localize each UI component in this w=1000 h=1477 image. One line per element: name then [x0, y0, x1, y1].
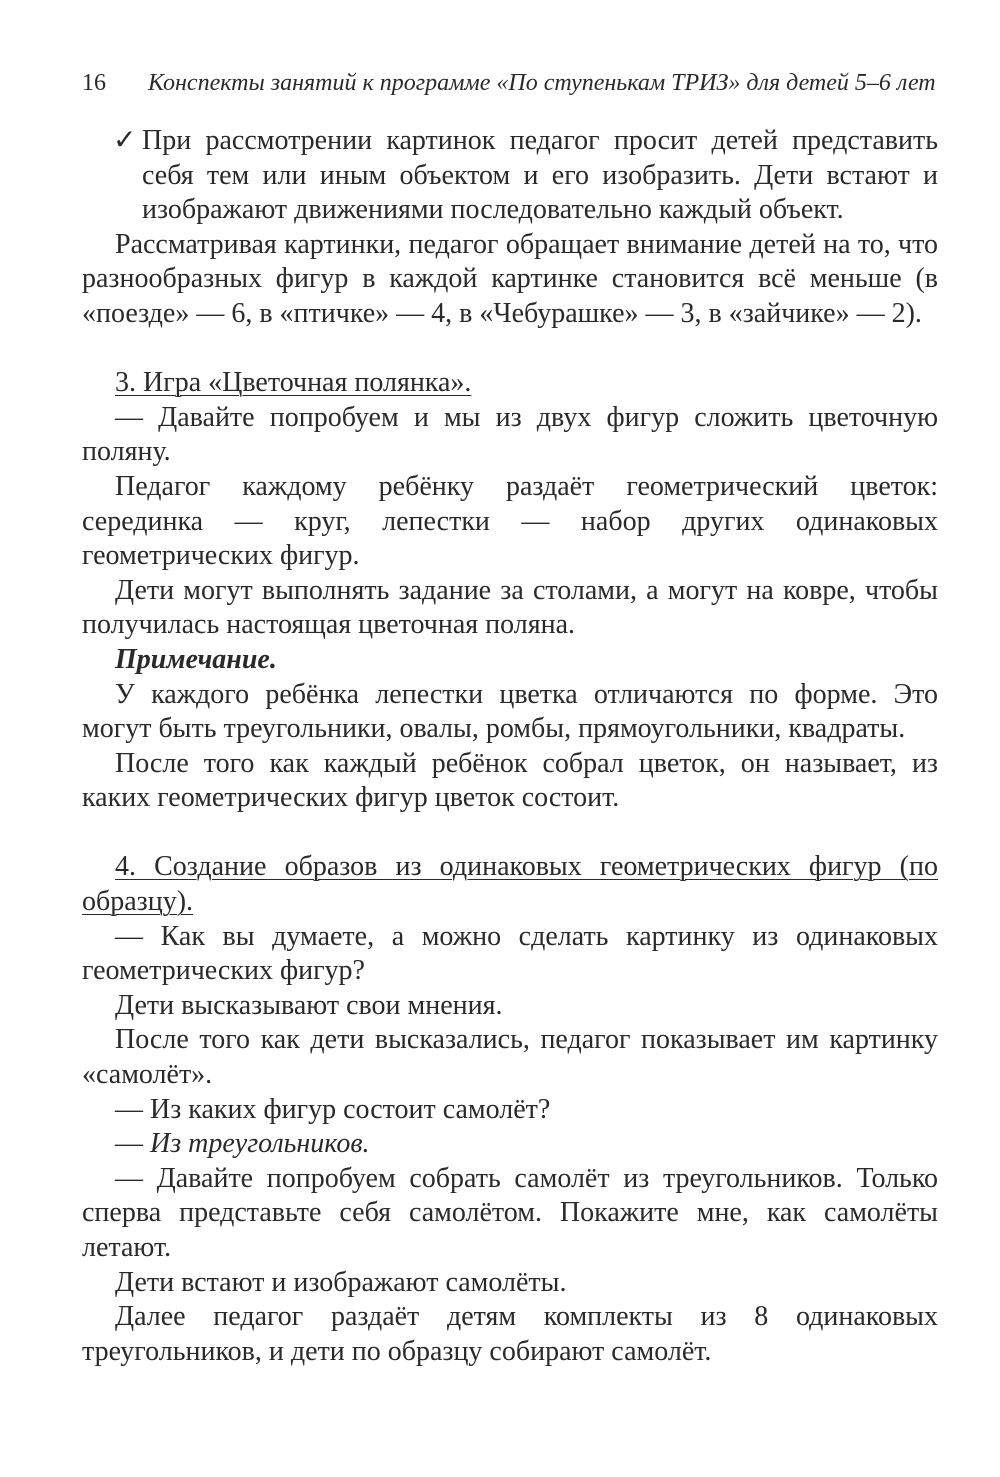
paragraph: Дети могут выполнять задание за столами, а могут на ковре, чтобы получилась настоящая цветочная поляна. [82, 574, 938, 641]
book-page [82, 66, 938, 1369]
checkmark-icon: ✓ [113, 125, 137, 156]
checklist-item [82, 124, 938, 228]
section-heading-3 [82, 366, 938, 401]
page-number: 16 [82, 70, 106, 96]
section-title-4: 4. Создание образов из одинаковых геометрических фигур (по образцу). [82, 851, 938, 918]
paragraph: После того как дети высказались, педагог показывает им картинку «самолёт». [82, 1024, 938, 1091]
dialogue-line: — Из каких фигур состоит самолёт? [115, 1093, 551, 1125]
dialogue-line: — Давайте попробуем и мы из двух фигур сложить цветочную поляну. [82, 401, 938, 468]
section-title-3: 3. Игра «Цветочная полянка». [115, 367, 472, 399]
running-header [82, 66, 938, 100]
running-title: Конспекты занятий к программе «По ступенькам ТРИЗ» для детей 5–6 лет [148, 70, 936, 96]
paragraph: После того как каждый ребёнок собрал цветок, он называет, из каких геометрических фигур цветок состоит. [82, 747, 938, 814]
section-heading-4 [82, 850, 938, 919]
paragraph: Дети высказывают свои мнения. [115, 989, 503, 1021]
paragraph: Дети встают и изображают самолёты. [115, 1266, 567, 1298]
note-label: Примечание. [115, 643, 277, 675]
paragraph: Педагог каждому ребёнку раздаёт геометрический цветок: серединка — круг, лепестки — набор других одинаковых геометрических фигур. [82, 470, 938, 572]
paragraph: У каждого ребёнка лепестки цветка отличаются по форме. Это могут быть треугольники, овалы, ромбы, прямоугольники, квадраты. [82, 678, 938, 745]
checklist-text: При рассмотрении картинок педагог просит детей представить себя тем или иным объектом и его изобразить. Дети встают и изображают движениями последовательно каждый объект. [142, 125, 938, 226]
answer-text: Из треугольников. [150, 1128, 370, 1160]
dash: — [115, 1128, 143, 1160]
note-heading [82, 643, 938, 678]
dialogue-line-answer [82, 1127, 938, 1162]
paragraph-figures-count: Рассматривая картинки, педагог обращает внимание детей на то, что разнообразных фигур в каждой картинке становится всё меньше (в «поезде» — 6, в «птичке» — 4, в «Чебурашке» — 3, в «зайчике» — 2). [82, 228, 938, 329]
paragraph: Далее педагог раздаёт детям комплекты из 8 одинаковых треугольников, и дети по образцу собирают самолёт. [82, 1301, 938, 1367]
dialogue-line: — Как вы думаете, а можно сделать картинку из одинаковых геометрических фигур? [82, 920, 938, 987]
dialogue-line: — Давайте попробуем собрать самолёт из треугольников. Только сперва представьте себя самолётом. Покажите мне, как самолёты летают. [82, 1162, 938, 1263]
